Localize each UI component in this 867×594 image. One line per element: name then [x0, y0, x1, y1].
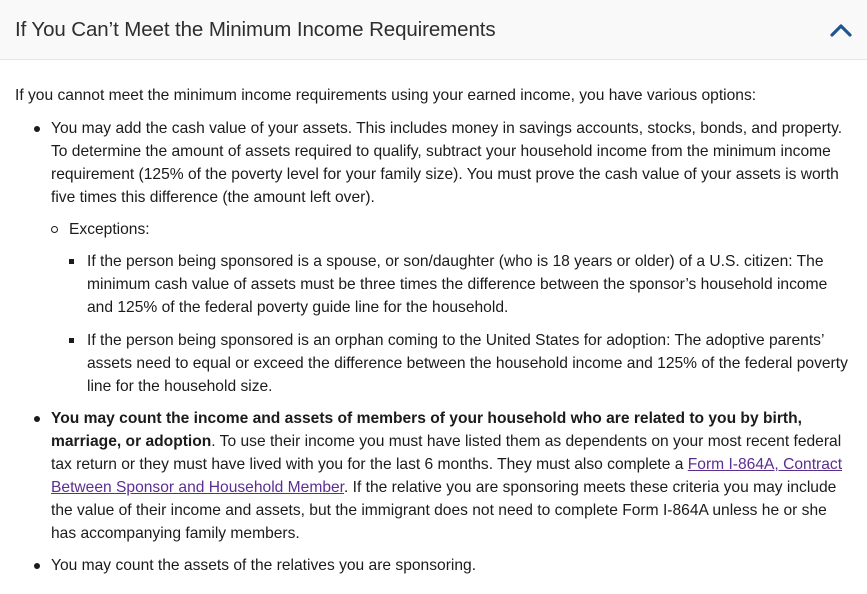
accordion-content	[0, 60, 867, 577]
list-item	[15, 117, 852, 398]
list-item	[51, 218, 852, 398]
option-household-bold-text: You may count the income and assets of members of your household who are related to you by birth, marriage, or adoption	[51, 410, 802, 450]
list-item	[15, 407, 852, 545]
list-item	[69, 329, 852, 398]
option-relatives-text: You may count the assets of the relatives you are sponsoring.	[51, 557, 477, 574]
list-item	[15, 554, 852, 577]
exception-orphan-text: If the person being sponsored is an orphan coming to the United States for adoption: The adoptive parents’ assets need to equal or exceed the difference between the household income and 125% of the federal poverty line for the household size.	[87, 332, 848, 395]
accordion-header[interactable]	[0, 0, 867, 60]
list-item	[69, 250, 852, 319]
options-list	[15, 117, 852, 577]
option-assets-text: You may add the cash value of your assets. This includes money in savings accounts, stocks, bonds, and property. To determine the amount of assets required to qualify, subtract your household income from the minimum income requirement (125% of the poverty level for your family size). You must prove the cash value of your assets is worth five times this difference (the amount left over).	[51, 120, 843, 206]
option-household-text: . To use their income you must have listed them as dependents on your most recent federal tax return or they must have lived with you for the last 6 months. They must also complete a	[51, 433, 842, 473]
intro-paragraph: If you cannot meet the minimum income requirements using your earned income, you have various options:	[15, 87, 757, 104]
option-household-text-end: . If the relative you are sponsoring meets these criteria you may include the value of their income and assets, but the immigrant does not need to complete Form I-864A unless he or she has accompanying family members.	[51, 479, 837, 542]
exceptions-list	[69, 250, 852, 398]
accordion-title: If You Can’t Meet the Minimum Income Requirements	[15, 17, 496, 41]
sub-list	[51, 218, 852, 398]
exception-spouse-text: If the person being sponsored is a spouse, or son/daughter (who is 18 years or older) of a U.S. citizen: The minimum cash value of assets must be three times the difference between the sponsor’s household income and 125% of the federal poverty guide line for the household.	[87, 253, 828, 316]
chevron-up-icon[interactable]	[829, 21, 853, 39]
form-i864a-link[interactable]: Form I-864A, Contract Between Sponsor and Household Member	[51, 456, 843, 496]
exceptions-heading: Exceptions:	[69, 221, 150, 238]
